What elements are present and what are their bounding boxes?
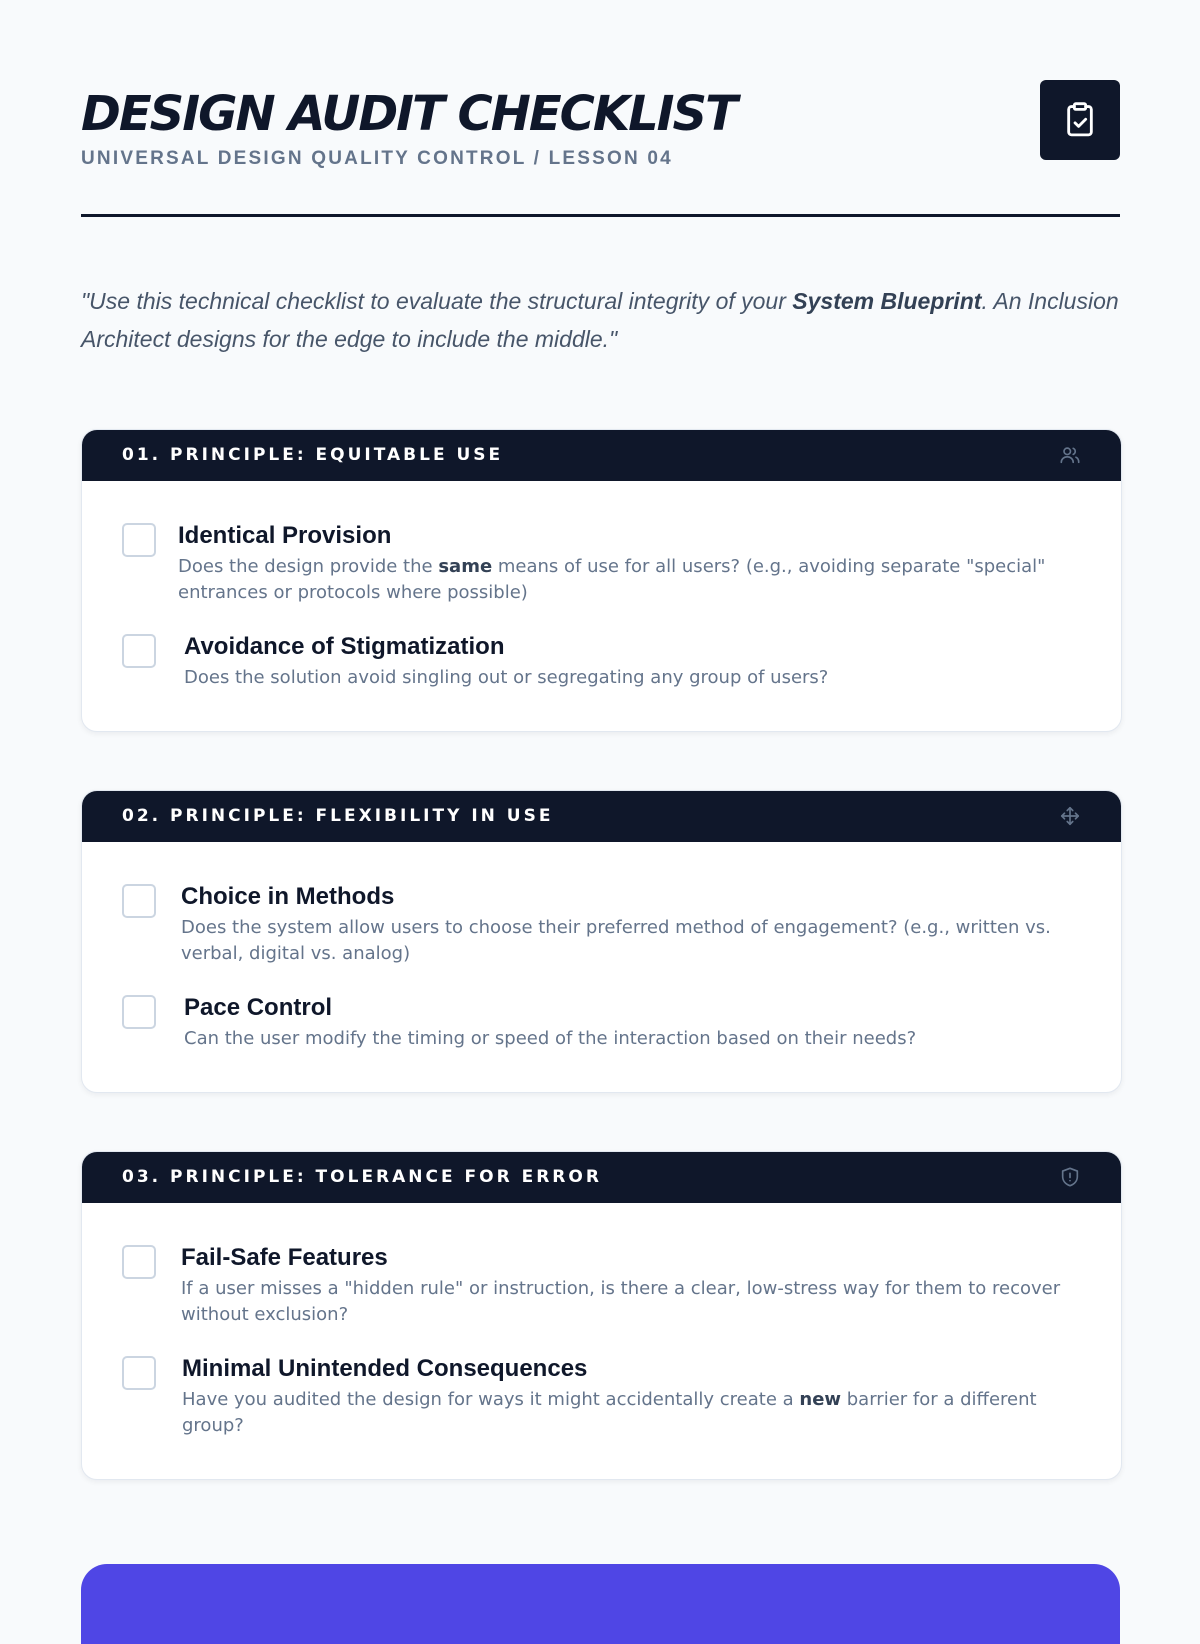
item-description: Does the solution avoid singling out or segregating any group of users? [184,667,829,688]
item-description-emphasis: new [799,1389,842,1410]
section-body [82,842,1121,1092]
item-checkbox[interactable] [122,523,156,557]
users-icon [1059,444,1081,466]
section-header [82,1152,1121,1203]
item-checkbox[interactable] [122,995,156,1029]
item-description-emphasis: same [438,556,493,577]
section-title: 03. PRINCIPLE: TOLERANCE FOR ERROR [122,1167,602,1187]
checklist-item [122,521,1081,606]
item-checkbox[interactable] [122,634,156,668]
item-text [184,632,1081,691]
section-header [82,430,1121,481]
item-title: Pace Control [184,994,333,1021]
section-title: 02. PRINCIPLE: FLEXIBILITY IN USE [122,806,554,826]
intro-text-start: "Use this technical checklist to evaluate the structural integrity of your [81,288,793,314]
item-description-start: Have you audited the design for ways it might accidentally create a [182,1389,800,1410]
item-title: Identical Provision [178,522,392,549]
page-header [81,80,1120,220]
section-header [82,791,1121,842]
item-text [181,882,1081,967]
clipboard-check-icon [1063,101,1097,139]
item-title: Fail-Safe Features [181,1244,388,1271]
header-divider [81,214,1120,217]
checklist-item [122,993,1081,1052]
section-body [82,481,1121,731]
item-description-start: Does the design provide the [178,556,439,577]
intro-quote [81,282,1120,358]
clipboard-badge[interactable] [1040,80,1120,160]
page-title: DESIGN AUDIT CHECKLIST [81,86,736,142]
bottom-action-panel[interactable] [81,1564,1120,1644]
item-description: Can the user modify the timing or speed of the interaction based on their needs? [184,1028,917,1049]
intro-text-end: . An Inclusion Architect designs for the edge to include the middle." [81,288,1119,352]
item-description [182,1387,1081,1439]
item-text [178,521,1081,606]
checklist-item [122,1243,1081,1328]
item-title: Choice in Methods [181,883,395,910]
item-checkbox[interactable] [122,884,156,918]
item-checkbox[interactable] [122,1245,156,1279]
move-arrows-icon [1059,805,1081,827]
item-text [184,993,1081,1052]
item-description: If a user misses a "hidden rule" or instruction, is there a clear, low-stress way for them to recover without exclusion? [181,1278,1061,1325]
section-body [82,1203,1121,1479]
item-description: Does the system allow users to choose their preferred method of engagement? (e.g., written vs. verbal, digital vs. analog) [181,917,1051,964]
item-description-end: means of use for all users? (e.g., avoiding separate "special" entrances or protocols where possible) [178,556,1046,603]
item-text [182,1354,1081,1439]
intro-emphasis: System Blueprint [792,288,982,314]
item-checkbox[interactable] [122,1356,156,1390]
item-text [181,1243,1081,1328]
section-title: 01. PRINCIPLE: EQUITABLE USE [122,445,504,465]
section-flexibility-in-use [81,790,1122,1093]
shield-alert-icon [1059,1166,1081,1188]
checklist-item [122,882,1081,967]
item-title: Minimal Unintended Consequences [182,1355,588,1382]
section-tolerance-for-error [81,1151,1122,1480]
page-subtitle: UNIVERSAL DESIGN QUALITY CONTROL / LESSON 04 [81,148,673,169]
item-title: Avoidance of Stigmatization [184,633,505,660]
checklist-item [122,632,1081,691]
item-description [178,554,1081,606]
section-equitable-use [81,429,1122,732]
item-description-end: barrier for a different group? [182,1389,1037,1436]
checklist-item [122,1354,1081,1439]
